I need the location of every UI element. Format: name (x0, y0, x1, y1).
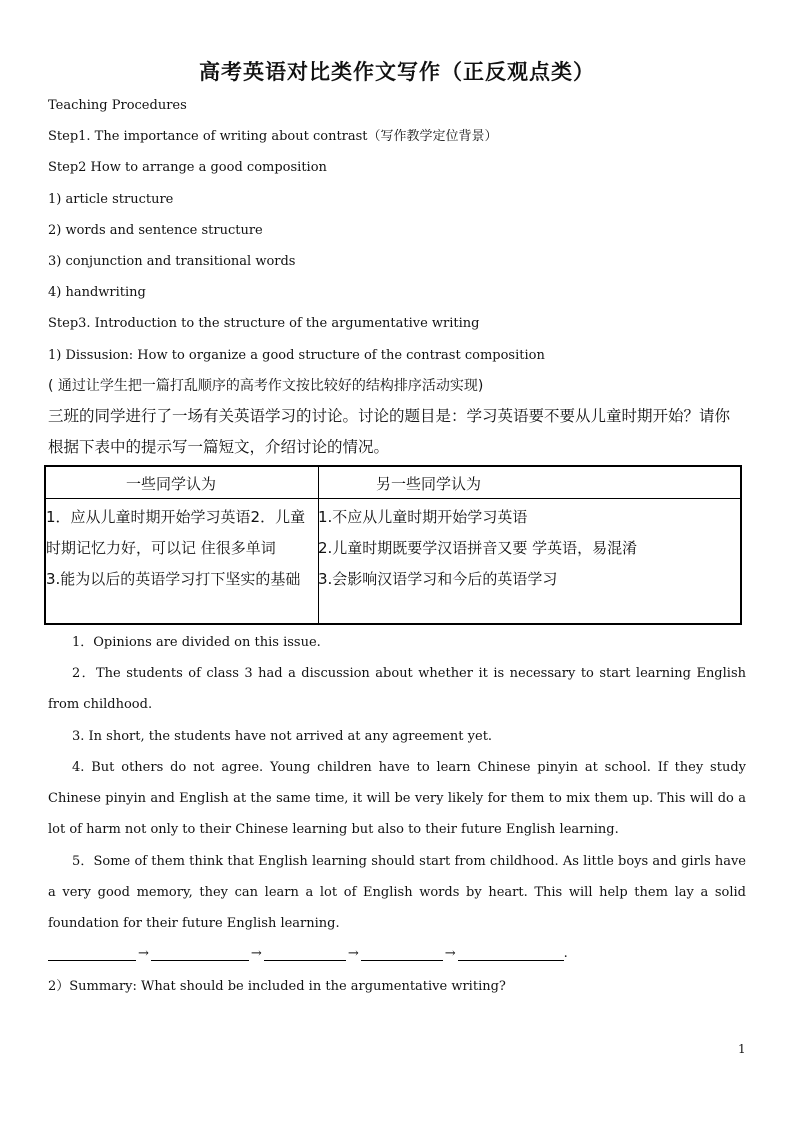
table-cell: 1．应从儿童时期开始学习英语2．儿童 (46, 508, 306, 526)
arrow-icon: → (347, 946, 359, 961)
table-header-col2: 另一些同学认为 (376, 475, 482, 493)
prompt-line-1: 三班的同学进行了一场有关英语学习的讨论。讨论的题目是：学习英语要不要从儿童时期开始？请你 (48, 407, 731, 425)
table-cell: 时期记忆力好，可以记 住很多单词 (46, 539, 276, 557)
arrow-icon: → (444, 946, 456, 961)
paragraph-text: 5．Some of them think that English learning should start from childhood. As little boys and girls have a very good memory, they can learn a lot of English words by heart. This will help them lay a solid foundation for their future English learning. (48, 854, 746, 931)
table-header-col1: 一些同学认为 (126, 475, 217, 493)
paragraph-5 (48, 846, 746, 939)
paragraph-text: 1．Opinions are divided on this issue. (72, 635, 321, 650)
answer-blank[interactable] (361, 944, 443, 961)
paragraph-1 (48, 627, 746, 658)
procedures-heading: Teaching Procedures (48, 98, 187, 113)
step1-text: Step1. The importance of writing about contrast (48, 129, 368, 144)
list-item: 4) handwriting (48, 285, 146, 300)
paragraph-text: 4. But others do not agree. Young children have to learn Chinese pinyin at school. If they study Chinese pinyin and English at the same time, it will be very likely for them to mix them up. This will do a lot of harm not only to their Chinese learning but also to their future English learning. (48, 760, 746, 837)
table-cell: 2.儿童时期既要学汉语拼音又要 学英语，易混淆 (318, 539, 638, 557)
opinions-table (44, 465, 742, 625)
step3-line: Step3. Introduction to the structure of the argumentative writing (48, 316, 480, 331)
answer-blank[interactable] (458, 944, 564, 961)
paragraph-3 (48, 721, 746, 752)
table-cell: 1.不应从儿童时期开始学习英语 (318, 508, 528, 526)
answer-blank[interactable] (48, 944, 136, 961)
page-number: 1 (738, 1042, 746, 1056)
summary-line: 2）Summary: What should be included in the argumentative writing? (48, 979, 506, 994)
list-item: 1) article structure (48, 192, 174, 207)
step2-line: Step2 How to arrange a good composition (48, 160, 327, 175)
arrow-icon: → (138, 946, 149, 961)
activity-note: ( 通过让学生把一篇打乱顺序的高考作文按比较好的结构排序活动实现) (48, 378, 484, 394)
paragraph-text: 2．The students of class 3 had a discussion about whether it is necessary to start learning English from childhood. (48, 666, 746, 712)
paragraph-text: 3. In short, the students have not arrived at any agreement yet. (72, 729, 493, 744)
page-title: 高考英语对比类作文写作（正反观点类） (199, 59, 595, 84)
answer-blanks (48, 944, 568, 961)
step1-line (48, 128, 498, 146)
paragraph-2 (48, 658, 746, 720)
discussion-line: 1) Dissusion: How to organize a good structure of the contrast composition (48, 348, 545, 363)
list-item: 2) words and sentence structure (48, 223, 263, 238)
blanks-end-period: . (563, 946, 568, 961)
answer-blank[interactable] (151, 944, 249, 961)
list-item: 3) conjunction and transitional words (48, 254, 296, 269)
step1-note: （写作教学定位背景） (367, 129, 498, 144)
table-cell: 3.能为以后的英语学习打下坚实的基础 (46, 570, 301, 588)
answer-blank[interactable] (264, 944, 346, 961)
table-cell: 3.会影响汉语学习和今后的英语学习 (318, 570, 558, 588)
paragraph-4 (48, 752, 746, 845)
arrow-icon: → (250, 946, 262, 961)
prompt-line-2: 根据下表中的提示写一篇短文，介绍讨论的情况。 (48, 438, 390, 456)
table-header-divider (46, 498, 740, 499)
